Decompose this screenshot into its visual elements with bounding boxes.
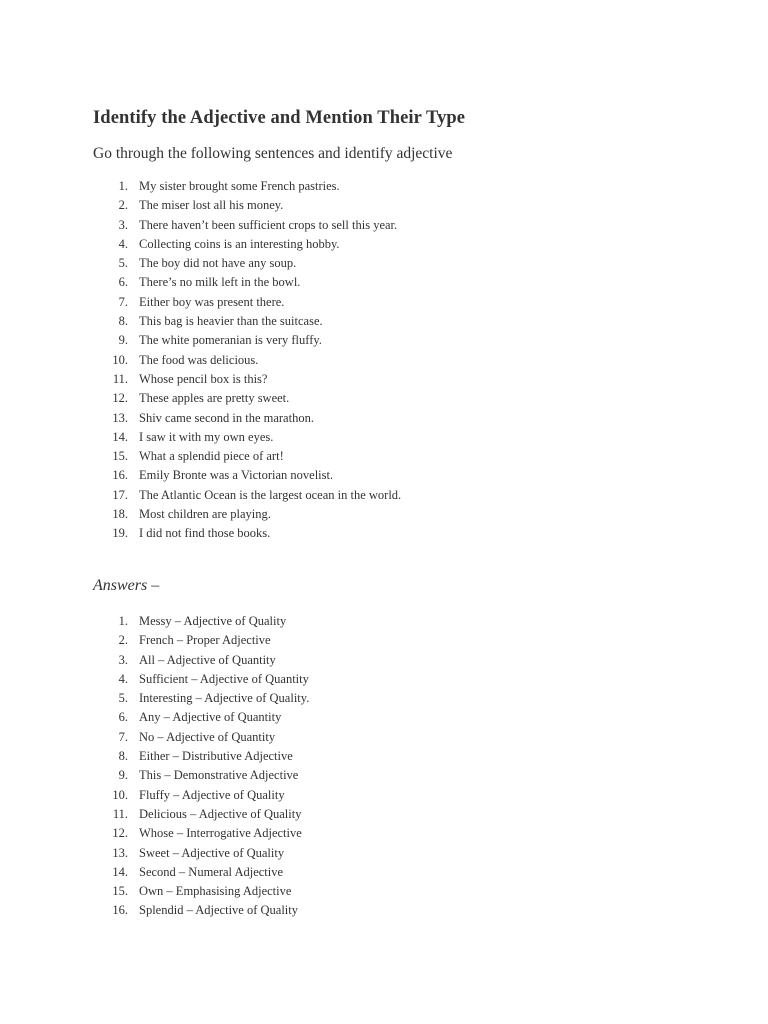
item-number: 14. — [112, 429, 128, 444]
question-text: Shiv came second in the marathon. — [139, 410, 314, 425]
question-text: Most children are playing. — [139, 507, 271, 522]
item-number: 10. — [112, 352, 128, 367]
question-text: The white pomeranian is very fluffy. — [139, 333, 322, 348]
question-text: The miser lost all his money. — [139, 198, 284, 213]
question-text: The Atlantic Ocean is the largest ocean in the world. — [139, 487, 402, 502]
question-text: What a splendid piece of art! — [139, 449, 284, 464]
answer-text: Sufficient – Adjective of Quantity — [139, 671, 309, 686]
page-title: Identify the Adjective and Mention Their Type — [93, 108, 466, 128]
question-text: I saw it with my own eyes. — [139, 429, 274, 444]
answer-text: Fluffy – Adjective of Quality — [139, 787, 285, 802]
item-number: 7. — [118, 294, 128, 309]
answer-text: French – Proper Adjective — [139, 633, 271, 648]
item-number: 1. — [118, 614, 128, 628]
item-number: 9. — [118, 768, 128, 783]
item-number: 5. — [118, 256, 128, 271]
question-text: Either boy was present there. — [139, 294, 285, 309]
answer-text: Sweet – Adjective of Quality — [139, 845, 285, 860]
item-number: 2. — [118, 198, 128, 213]
answer-text: Whose – Interrogative Adjective — [139, 826, 302, 841]
item-number: 1. — [118, 179, 128, 193]
answer-text: All – Adjective of Quantity — [139, 652, 276, 667]
answer-text: Splendid – Adjective of Quality — [139, 903, 299, 918]
question-text: Collecting coins is an interesting hobby. — [139, 236, 340, 251]
item-number: 19. — [112, 526, 128, 541]
answer-text: Second – Numeral Adjective — [139, 864, 284, 879]
question-text: These apples are pretty sweet. — [139, 391, 290, 406]
item-number: 4. — [118, 236, 128, 251]
item-number: 14. — [112, 864, 128, 879]
answers-heading: Answers – — [93, 577, 160, 594]
answer-text: Either – Distributive Adjective — [139, 749, 293, 764]
item-number: 11. — [112, 371, 128, 386]
answer-text: Any – Adjective of Quantity — [139, 710, 282, 725]
item-number: 11. — [112, 806, 128, 821]
answer-text: Interesting – Adjective of Quality. — [139, 691, 310, 706]
answer-text: Messy – Adjective of Quality — [139, 614, 287, 628]
item-number: 13. — [112, 410, 128, 425]
question-text: There haven’t been sufficient crops to sell this year. — [139, 217, 398, 232]
question-text: The boy did not have any soup. — [139, 256, 297, 271]
intro-text: Go through the following sentences and identify adjective — [93, 145, 453, 162]
question-text: The food was delicious. — [139, 352, 259, 367]
item-number: 18. — [112, 507, 128, 522]
item-number: 6. — [118, 275, 128, 290]
question-text: Emily Bronte was a Victorian novelist. — [139, 468, 334, 483]
item-number: 16. — [112, 468, 128, 483]
answer-text: Delicious – Adjective of Quality — [139, 806, 302, 821]
item-number: 8. — [118, 314, 128, 329]
item-number: 15. — [112, 449, 128, 464]
item-number: 12. — [112, 826, 128, 841]
question-text: I did not find those books. — [139, 526, 271, 541]
item-number: 3. — [118, 217, 128, 232]
question-text: Whose pencil box is this? — [139, 371, 268, 386]
item-number: 9. — [118, 333, 128, 348]
item-number: 6. — [118, 710, 128, 725]
item-number: 17. — [112, 487, 128, 502]
question-text: My sister brought some French pastries. — [139, 179, 340, 193]
item-number: 16. — [112, 903, 128, 918]
item-number: 8. — [118, 749, 128, 764]
answer-text: This – Demonstrative Adjective — [139, 768, 299, 783]
item-number: 10. — [112, 787, 128, 802]
item-number: 12. — [112, 391, 128, 406]
question-text: There’s no milk left in the bowl. — [139, 275, 301, 290]
item-number: 5. — [118, 691, 128, 706]
item-number: 2. — [118, 633, 128, 648]
item-number: 7. — [118, 729, 128, 744]
answer-text: No – Adjective of Quantity — [139, 729, 276, 744]
item-number: 13. — [112, 845, 128, 860]
item-number: 15. — [112, 884, 128, 899]
item-number: 4. — [118, 671, 128, 686]
item-number: 3. — [118, 652, 128, 667]
question-text: This bag is heavier than the suitcase. — [139, 314, 323, 329]
answer-text: Own – Emphasising Adjective — [139, 884, 292, 899]
